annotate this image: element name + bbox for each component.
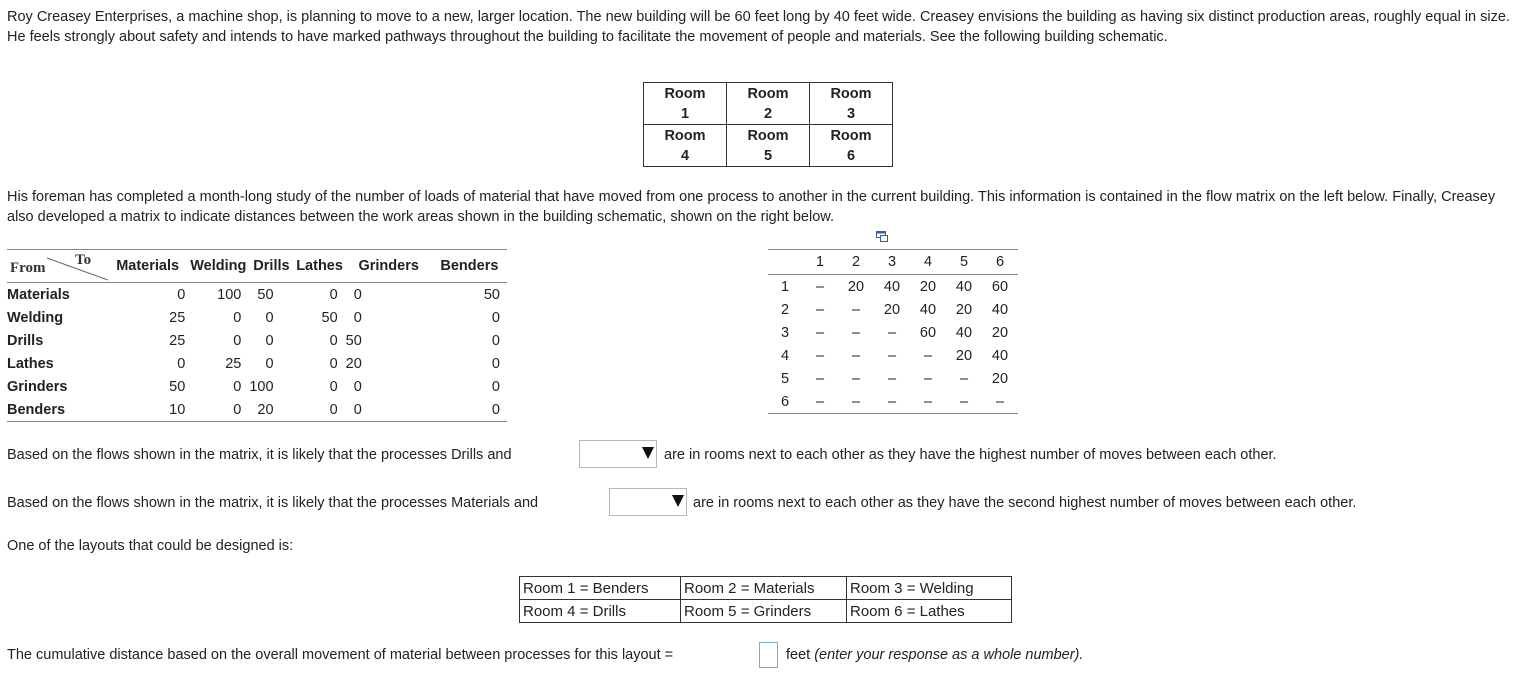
distance-cell: – (815, 370, 825, 387)
cumulative-distance-input[interactable] (759, 642, 778, 668)
flow-cell: 0 (177, 286, 186, 303)
flow-cell: 0 (491, 378, 500, 395)
flow-cell: 0 (265, 355, 274, 372)
distance-corner-header (768, 250, 802, 275)
flow-cell: 50 (483, 286, 500, 303)
flow-row (7, 375, 507, 398)
q1-after-text: are in rooms next to each other as they have the highest number of moves between each other. (664, 447, 1277, 463)
distance-cell: 40 (955, 278, 973, 295)
distance-cell: – (982, 390, 1018, 414)
foreman-text: His foreman has completed a month-long study of the number of loads of material that have moved from one process to another in the current building. This information is contained in the flow matrix on the left below. Finally, Creasey also developed a matrix to indicate distances between the work areas shown in the building schematic, shown on the right below. (7, 189, 1496, 225)
flow-cell: 50 (169, 378, 186, 395)
distance-row-label: 1 (780, 278, 790, 295)
flow-cell: 100 (249, 378, 274, 395)
distance-cell: 20 (919, 278, 937, 295)
schematic-room-2: Room 2 (727, 83, 810, 125)
distance-cell: – (851, 324, 861, 341)
q1-process-dropdown[interactable] (579, 440, 657, 468)
distance-cell: – (887, 347, 897, 364)
flow-cell: 25 (169, 309, 186, 326)
distance-cell: – (815, 278, 825, 295)
distance-cell: – (959, 370, 969, 387)
flow-col-header: Drills (249, 250, 293, 283)
flow-cell: 0 (491, 355, 500, 372)
flow-cell: 0 (294, 398, 346, 422)
distance-cell: – (838, 390, 874, 414)
distance-cell: – (910, 390, 946, 414)
flow-col-header: Lathes (294, 250, 346, 283)
distance-cell: 20 (955, 347, 973, 364)
flow-row (7, 398, 507, 422)
flow-col-header: Welding (187, 250, 249, 283)
flow-cell: 0 (491, 332, 500, 349)
distance-row (768, 275, 1018, 299)
flow-row (7, 329, 507, 352)
flow-cell: 25 (169, 332, 186, 349)
distance-cell: 40 (991, 347, 1009, 364)
flow-cell: 0 (329, 378, 338, 395)
distance-cell: 20 (883, 301, 901, 318)
schematic-room-3: Room 3 (810, 83, 893, 125)
distance-cell: 40 (991, 301, 1009, 318)
to-label: To (75, 252, 92, 268)
layout-intro-text: One of the layouts that could be designed is: (7, 538, 294, 554)
distance-cell: 40 (919, 301, 937, 318)
distance-cell: 20 (991, 324, 1009, 341)
distance-row (768, 367, 1018, 390)
dropdown-arrow-icon (642, 447, 654, 459)
distance-cell: – (887, 324, 897, 341)
flow-cell: 0 (491, 309, 500, 326)
flow-col-header: Materials (108, 250, 187, 283)
copy-table-icon[interactable] (876, 231, 888, 242)
distance-row (768, 298, 1018, 321)
distance-cell: – (887, 370, 897, 387)
distance-cell: 20 (991, 370, 1009, 387)
intro-text: Roy Creasey Enterprises, a machine shop, is planning to move to a new, larger location. The new building will be 60 feet long by 40 feet wide. Creasey envisions the building as having six distinct production areas, roughly equal in size. He feels strongly about safety and intends to have marked pathways throughout the building to facilitate the movement of people and materials. See the following building schematic. (7, 9, 1510, 45)
distance-cell: – (874, 390, 910, 414)
from-label: From (10, 260, 46, 276)
distance-row-label: 2 (780, 301, 790, 318)
distance-row-label: 3 (780, 324, 790, 341)
distance-row (768, 321, 1018, 344)
distance-row (768, 390, 1018, 414)
flow-row (7, 283, 507, 307)
distance-cell: – (946, 390, 982, 414)
flow-cell: 0 (233, 378, 242, 395)
distance-cell: 20 (847, 278, 865, 295)
q2-before-text: Based on the flows shown in the matrix, it is likely that the processes Materials and (7, 495, 539, 511)
distance-cell: – (815, 301, 825, 318)
distance-row-label: 4 (780, 347, 790, 364)
distance-cell: – (851, 347, 861, 364)
layout-cell: Room 4 = Drills (520, 600, 681, 623)
flow-corner-header (7, 250, 108, 283)
flow-cell: 0 (177, 355, 186, 372)
flow-cell: 0 (329, 355, 338, 372)
flow-cell: 0 (353, 286, 362, 303)
distance-col-header: 6 (982, 250, 1018, 275)
flow-cell: 0 (353, 378, 362, 395)
layout-table (519, 576, 1012, 623)
flow-col-header: Benders (432, 250, 507, 283)
flow-cell: 0 (233, 309, 242, 326)
layout-cell: Room 5 = Grinders (681, 600, 847, 623)
distance-cell: – (815, 324, 825, 341)
flow-row (7, 306, 507, 329)
distance-cell: – (923, 347, 933, 364)
q2-after-text: are in rooms next to each other as they have the second highest number of moves between each other. (693, 495, 1357, 511)
flow-cell: 0 (187, 398, 249, 422)
flow-cell: 0 (329, 286, 338, 303)
distance-cell: – (923, 370, 933, 387)
flow-cell: 25 (225, 355, 242, 372)
distance-cell: – (851, 301, 861, 318)
dropdown-arrow-icon (672, 495, 684, 507)
flow-cell: 50 (321, 309, 338, 326)
layout-cell: Room 6 = Lathes (847, 600, 1012, 623)
distance-col-header: 3 (874, 250, 910, 275)
building-schematic (643, 82, 893, 167)
distance-cell: 40 (955, 324, 973, 341)
flow-cell: 0 (346, 398, 432, 422)
distance-row-label: 6 (768, 390, 802, 414)
layout-cell: Room 2 = Materials (681, 577, 847, 600)
flow-cell: 20 (249, 398, 293, 422)
q2-process-dropdown[interactable] (609, 488, 687, 516)
distance-col-header: 2 (838, 250, 874, 275)
distance-cell: 40 (883, 278, 901, 295)
schematic-room-6: Room 6 (810, 125, 893, 167)
schematic-room-1: Room 1 (644, 83, 727, 125)
flow-row-label: Grinders (7, 378, 68, 395)
distance-cell: 60 (991, 278, 1009, 295)
flow-cell: 0 (265, 309, 274, 326)
distance-cell: 60 (919, 324, 937, 341)
distance-col-header: 4 (910, 250, 946, 275)
distance-cell: – (815, 347, 825, 364)
distance-col-header: 1 (802, 250, 838, 275)
layout-cell: Room 1 = Benders (520, 577, 681, 600)
flow-row-label: Materials (7, 286, 70, 303)
flow-col-header: Grinders (346, 250, 432, 283)
flow-cell: 10 (108, 398, 187, 422)
layout-cell: Room 3 = Welding (847, 577, 1012, 600)
flow-cell: 0 (233, 332, 242, 349)
flow-cell: 0 (265, 332, 274, 349)
flow-row (7, 352, 507, 375)
flow-cell: 50 (257, 286, 274, 303)
flow-cell: 20 (345, 355, 362, 372)
q3-unit: feet (786, 647, 811, 663)
flow-row-label: Lathes (7, 355, 54, 372)
flow-row-label: Drills (7, 332, 44, 349)
schematic-room-5: Room 5 (727, 125, 810, 167)
flow-row-label: Welding (7, 309, 64, 326)
distance-cell: 20 (955, 301, 973, 318)
flow-cell: 0 (329, 332, 338, 349)
distance-row (768, 344, 1018, 367)
schematic-room-4: Room 4 (644, 125, 727, 167)
distance-cell: – (802, 390, 838, 414)
flow-cell: 0 (432, 398, 507, 422)
flow-row-label: Benders (7, 398, 108, 422)
q1-before-text: Based on the flows shown in the matrix, it is likely that the processes Drills and (7, 447, 512, 463)
q3-after-text (786, 647, 1083, 663)
q3-before-text: The cumulative distance based on the overall movement of material between processes for this layout = (7, 647, 674, 663)
flow-cell: 100 (217, 286, 242, 303)
distance-cell: – (851, 370, 861, 387)
flow-matrix (7, 249, 507, 422)
distance-row-label: 5 (780, 370, 790, 387)
flow-cell: 0 (353, 309, 362, 326)
distance-matrix (768, 249, 1018, 414)
q3-instruction: (enter your response as a whole number). (814, 647, 1084, 663)
flow-cell: 50 (345, 332, 362, 349)
distance-col-header: 5 (946, 250, 982, 275)
